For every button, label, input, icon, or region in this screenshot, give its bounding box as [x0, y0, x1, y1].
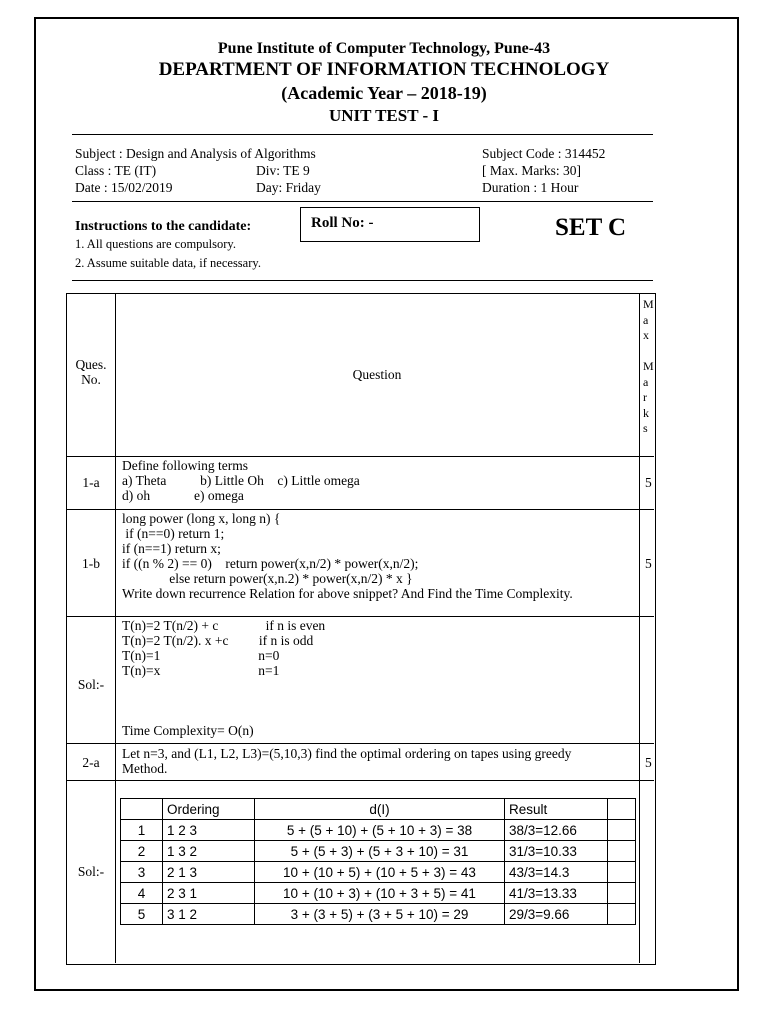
academic-year: (Academic Year – 2018-19)	[281, 83, 487, 103]
roll-no-label: Roll No: -	[311, 215, 374, 231]
marks: 5	[645, 475, 652, 490]
department-name: DEPARTMENT OF INFORMATION TECHNOLOGY	[158, 59, 610, 80]
marks: 5	[645, 556, 652, 571]
set-label: SET C	[555, 214, 627, 241]
table-row: Ordering d(I) Result	[121, 799, 636, 820]
divider	[72, 280, 653, 281]
question-text: Let n=3, and (L1, L2, L3)=(5,10,3) find the optimal ordering on tapes using greedy Method.	[122, 746, 572, 776]
col-max-marks: M a x M a r k s	[643, 297, 654, 435]
marks: 5	[645, 755, 652, 770]
table-row: 5 3 1 2 3 + (3 + 5) + (3 + 5 + 10) = 29 29/3=9.66	[121, 904, 636, 925]
class: Class : TE (IT)	[75, 163, 157, 178]
max-marks: [ Max. Marks: 30]	[482, 163, 581, 178]
duration: Duration : 1 Hour	[482, 180, 579, 195]
question-number: 1-a	[82, 475, 100, 490]
solution-text: T(n)=2 T(n/2) + c if n is even T(n)=2 T(n/2). x +c if n is odd T(n)=1 n=0 T(n)=x n=1 Time Complexity= O(n)	[122, 618, 326, 738]
subject: Subject : Design and Analysis of Algorithms	[75, 146, 316, 161]
date: Date : 15/02/2019	[75, 180, 173, 195]
col-question: Question	[352, 367, 402, 382]
question-text: Define following terms a) Theta b) Little Oh c) Little omega d) oh e) omega	[122, 458, 360, 503]
table-row: 3 2 1 3 10 + (10 + 5) + (10 + 5 + 3) = 43 43/3=14.3	[121, 862, 636, 883]
question-number: 1-b	[82, 556, 100, 571]
table-row: 1 1 2 3 5 + (5 + 10) + (5 + 10 + 3) = 38 38/3=12.66	[121, 820, 636, 841]
subject-code: Subject Code : 314452	[482, 146, 606, 161]
solution-label: Sol:-	[77, 864, 105, 879]
ordering-table	[120, 798, 636, 925]
divider	[72, 201, 653, 202]
instruction-item: 2. Assume suitable data, if necessary.	[75, 256, 261, 270]
question-number: 2-a	[82, 755, 100, 770]
question-text: long power (long x, long n) { if (n==0) return 1; if (n==1) return x; if ((n % 2) == 0) return power(x,n/2) * power(x,n/2); else return power(x,n.2) * power(x,n/2) * x } Write down recurrence Relation for above snippet? And Find the Time Complexity.	[122, 511, 573, 601]
table-row: 2 1 3 2 5 + (5 + 3) + (5 + 3 + 10) = 31 31/3=10.33	[121, 841, 636, 862]
col-ques-no: Ques. No.	[75, 357, 107, 387]
table-row: 4 2 3 1 10 + (10 + 3) + (10 + 3 + 5) = 41 41/3=13.33	[121, 883, 636, 904]
instructions-title: Instructions to the candidate:	[75, 219, 252, 234]
instruction-item: 1. All questions are compulsory.	[75, 237, 236, 251]
solution-label: Sol:-	[77, 677, 105, 692]
institute-name: Pune Institute of Computer Technology, Pune-43	[217, 40, 551, 57]
division: Div: TE 9	[256, 163, 310, 178]
roll-no-box	[300, 207, 480, 242]
test-title: UNIT TEST - I	[328, 106, 440, 125]
divider	[72, 134, 653, 135]
day: Day: Friday	[256, 180, 321, 195]
